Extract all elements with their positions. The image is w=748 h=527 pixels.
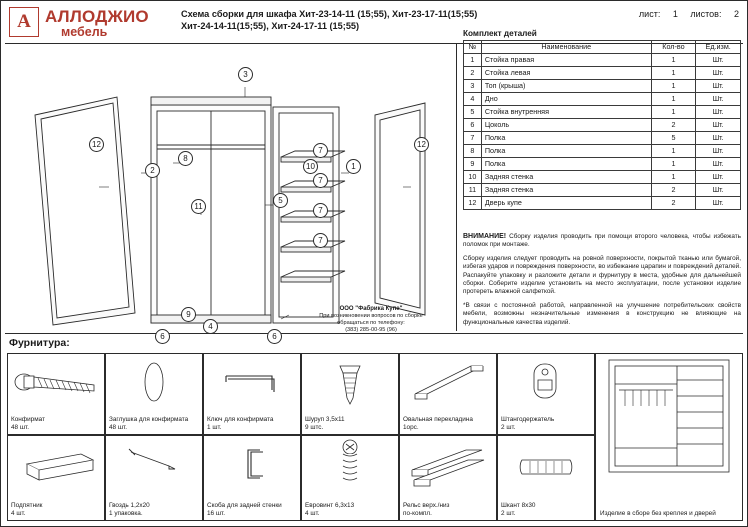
table-row bbox=[464, 106, 741, 119]
assembly-diagram-svg bbox=[5, 45, 455, 331]
table-row bbox=[464, 54, 741, 67]
hardware-label-shelf-support: Подпятник 4 шт. bbox=[11, 502, 43, 517]
table-row bbox=[464, 158, 741, 171]
table-cell: 2 bbox=[464, 67, 482, 80]
table-cell: Стойка правая bbox=[481, 54, 651, 67]
hardware-cell-confirmat-cap bbox=[105, 353, 203, 435]
table-cell: Шт. bbox=[696, 119, 741, 132]
rail-icon bbox=[400, 436, 496, 496]
hardware-label-dowel: Шкант 8х30 2 шт. bbox=[501, 502, 536, 517]
hardware-cell-rail-holder bbox=[497, 353, 595, 435]
table-cell: 5 bbox=[464, 106, 482, 119]
table-cell: 1 bbox=[651, 54, 696, 67]
page-title-line2: Хит-24-14-11(15;55), Хит-24-17-11 (15;55) bbox=[181, 21, 360, 31]
sheet-label: лист: bbox=[638, 9, 661, 19]
table-cell: 11 bbox=[464, 184, 482, 197]
shelf-support-icon bbox=[8, 436, 104, 496]
table-header-row bbox=[464, 41, 741, 54]
sheets-value: 2 bbox=[733, 9, 739, 19]
callout-9: 9 bbox=[181, 307, 196, 322]
table-cell: Шт. bbox=[696, 145, 741, 158]
table-cell: 1 bbox=[651, 158, 696, 171]
col-no: № bbox=[464, 41, 482, 54]
table-cell: 6 bbox=[464, 119, 482, 132]
table-row bbox=[464, 171, 741, 184]
table-cell: Стойка внутренняя bbox=[481, 106, 651, 119]
table-cell: Шт. bbox=[696, 106, 741, 119]
hardware-cell-confirmat-key bbox=[203, 353, 301, 435]
callout-7a: 7 bbox=[313, 143, 328, 158]
callout-10: 10 bbox=[303, 159, 318, 174]
col-name: Наименование bbox=[481, 41, 651, 54]
page-title-line1: Схема сборки для шкафа Хит-23-14-11 (15;55), Хит-23-17-11(15;55) bbox=[181, 9, 478, 19]
contact-phone: (383) 285-00-95 (96) bbox=[345, 327, 397, 333]
callout-2: 2 bbox=[145, 163, 160, 178]
callout-12-right: 12 bbox=[414, 137, 429, 152]
attention-text: Сборку изделия проводить при помощи второго человека, чтобы избежать поломок при монтаже. bbox=[463, 233, 741, 249]
table-row bbox=[464, 67, 741, 80]
hardware-cell-assembled-product bbox=[595, 353, 743, 521]
table-row bbox=[464, 80, 741, 93]
callout-5: 5 bbox=[273, 193, 288, 208]
company-name: ООО "Фабрика Купе" bbox=[339, 306, 403, 312]
hardware-cell-screw bbox=[301, 353, 399, 435]
parts-table-block bbox=[463, 29, 741, 210]
attention-label: ВНИМАНИЕ! bbox=[463, 233, 507, 240]
table-cell: 3 bbox=[464, 80, 482, 93]
dowel-icon bbox=[498, 436, 594, 496]
table-cell: Шт. bbox=[696, 80, 741, 93]
table-row bbox=[464, 197, 741, 210]
hardware-label-rail-holder: Штангодержатель 2 шт. bbox=[501, 416, 555, 431]
table-cell: 9 bbox=[464, 158, 482, 171]
screw-icon bbox=[302, 354, 398, 410]
table-cell: 2 bbox=[651, 184, 696, 197]
table-cell: Задняя стенка bbox=[481, 184, 651, 197]
hardware-title: Фурнитура: bbox=[9, 337, 70, 349]
hardware-cell-confirmat-screw bbox=[7, 353, 105, 435]
table-cell: 10 bbox=[464, 171, 482, 184]
col-unit: Ед.изм. bbox=[696, 41, 741, 54]
hardware-label-assembled-product: Изделие в сборе без креплея и дверей bbox=[600, 510, 716, 517]
table-row bbox=[464, 93, 741, 106]
callout-12-left: 12 bbox=[89, 137, 104, 152]
table-cell: Шт. bbox=[696, 184, 741, 197]
back-panel-bracket-icon bbox=[204, 436, 300, 496]
contact-line2: При возникновении вопросов по сборке bbox=[319, 313, 423, 319]
table-cell: Дно bbox=[481, 93, 651, 106]
parts-table bbox=[463, 40, 741, 210]
table-row bbox=[464, 145, 741, 158]
hardware-label-confirmat-key: Ключ для конфирмата 1 шт. bbox=[207, 416, 274, 431]
table-cell: Шт. bbox=[696, 67, 741, 80]
table-cell: Шт. bbox=[696, 93, 741, 106]
callout-6b: 6 bbox=[267, 329, 282, 344]
hardware-label-back-bracket: Скоба для задней стенки 16 шт. bbox=[207, 502, 282, 517]
footnote: *В связи с постоянной работой, направленной на улучшение потребительских свойств мебели, возможны незначительные изменения в конструкцию не влияющие на функциональные качества изделий. bbox=[463, 301, 741, 326]
table-cell: Дверь купе bbox=[481, 197, 651, 210]
hardware-label-screw: Шуруп 3,5х11 9 штс. bbox=[305, 416, 345, 431]
assembled-product-icon bbox=[596, 354, 742, 502]
table-cell: Задняя стенка bbox=[481, 171, 651, 184]
table-cell: Полка bbox=[481, 132, 651, 145]
table-cell: Цоколь bbox=[481, 119, 651, 132]
oval-crossbar-icon bbox=[400, 354, 496, 410]
table-cell: 1 bbox=[651, 145, 696, 158]
table-cell: Топ (крыша) bbox=[481, 80, 651, 93]
sheet-value: 1 bbox=[672, 9, 678, 19]
hardware-cell-oval-crossbar bbox=[399, 353, 497, 435]
hardware-cell-rail bbox=[399, 435, 497, 521]
hardware-grid bbox=[7, 353, 743, 523]
table-cell: 1 bbox=[651, 171, 696, 184]
table-cell: 1 bbox=[651, 106, 696, 119]
table-cell: Полка bbox=[481, 158, 651, 171]
hardware-cell-dowel bbox=[497, 435, 595, 521]
hardware-cell-back-bracket bbox=[203, 435, 301, 521]
brand-logo bbox=[9, 7, 177, 41]
table-cell: 1 bbox=[651, 80, 696, 93]
confirmat-key-icon bbox=[204, 354, 300, 410]
table-cell: 4 bbox=[464, 93, 482, 106]
hardware-label-rail: Рельс верх./низ по-компл. bbox=[403, 502, 450, 517]
hardware-cell-shelf-support bbox=[7, 435, 105, 521]
assembly-diagram bbox=[5, 45, 455, 341]
callout-1: 1 bbox=[346, 159, 361, 174]
table-cell: 7 bbox=[464, 132, 482, 145]
callout-3: 3 bbox=[238, 67, 253, 82]
sheet-info bbox=[629, 9, 739, 19]
callout-7d: 7 bbox=[313, 233, 328, 248]
table-row bbox=[464, 119, 741, 132]
table-cell: 1 bbox=[464, 54, 482, 67]
attention-note bbox=[463, 233, 741, 250]
sheets-label: листов: bbox=[690, 9, 722, 19]
table-cell: Шт. bbox=[696, 171, 741, 184]
brand-subtitle: мебель bbox=[61, 25, 108, 39]
table-cell: 5 bbox=[651, 132, 696, 145]
notices-block bbox=[463, 233, 741, 332]
table-cell: Шт. bbox=[696, 197, 741, 210]
callout-8: 8 bbox=[178, 151, 193, 166]
table-cell: 1 bbox=[651, 93, 696, 106]
hardware-label-eurobolt: Евровинт 6,3х13 4 шт. bbox=[305, 502, 355, 517]
contact-line3: обращаться по телефону: bbox=[337, 320, 405, 326]
confirmat-cap-icon bbox=[106, 354, 202, 410]
hardware-label-confirmat-cap: Заглушка для конфирмата 48 шт. bbox=[109, 416, 189, 431]
clothes-rail-holder-icon bbox=[498, 354, 594, 410]
callout-4: 4 bbox=[203, 319, 218, 334]
table-cell: 2 bbox=[651, 119, 696, 132]
table-cell: 1 bbox=[651, 67, 696, 80]
table-cell: Шт. bbox=[696, 54, 741, 67]
table-cell: Шт. bbox=[696, 132, 741, 145]
hardware-label-oval-crossbar: Овальная перекладина 1орс. bbox=[403, 416, 473, 431]
column-divider bbox=[456, 43, 457, 331]
nail-icon bbox=[106, 436, 202, 496]
hardware-cell-nail bbox=[105, 435, 203, 521]
callout-7b: 7 bbox=[313, 173, 328, 188]
table-row bbox=[464, 184, 741, 197]
parts-caption: Комплект деталей bbox=[463, 29, 537, 38]
logo-mark-icon: A bbox=[9, 7, 39, 37]
callout-7c: 7 bbox=[313, 203, 328, 218]
callout-11: 11 bbox=[191, 199, 206, 214]
hardware-label-confirmat-screw: Конфирмат 48 шт. bbox=[11, 416, 45, 431]
eurobolt-icon bbox=[302, 436, 398, 496]
callout-6a: 6 bbox=[155, 329, 170, 344]
table-cell: 2 bbox=[651, 197, 696, 210]
hardware-label-nail: Гвоздь 1,2х20 1 упаковка. bbox=[109, 502, 150, 517]
table-cell: Полка bbox=[481, 145, 651, 158]
confirmat-screw-icon bbox=[8, 354, 104, 410]
table-cell: 8 bbox=[464, 145, 482, 158]
table-row bbox=[464, 132, 741, 145]
col-qty: Кол-во bbox=[651, 41, 696, 54]
manufacturer-contact bbox=[301, 306, 441, 334]
table-cell: 12 bbox=[464, 197, 482, 210]
table-cell: Шт. bbox=[696, 158, 741, 171]
brand-title: АЛЛОДЖИО bbox=[45, 7, 149, 26]
table-cell: Стойка левая bbox=[481, 67, 651, 80]
hardware-cell-eurobolt bbox=[301, 435, 399, 521]
assembly-instructions: Сборку изделия следует проводить на ровной поверхности, покрытой тканью или бумагой, избегая ударов и повреждения поверхности, во избежание царапин и повреждений деталей. Распакуйте упаковку и разложите детали и фурнитуру в места, удобные для дальнейшей сборки. Соберите изделие установить на место эксплуатации, после установки изделие протереть влажной салфеткой. bbox=[463, 254, 741, 296]
